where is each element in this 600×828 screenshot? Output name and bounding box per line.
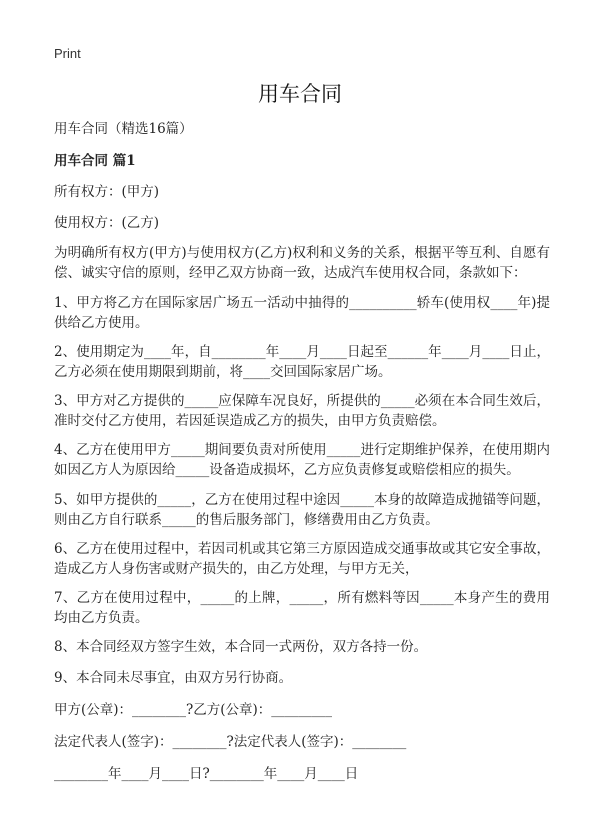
clause-3: 3、甲方对乙方提供的_____应保障车况良好，所提供的_____必须在本合同生效后，准时交付乙方使用，若因延误造成乙方的损失，由甲方负责赔偿。 xyxy=(54,393,550,429)
signature-date-line: ________年____月____日?________年____月____日 xyxy=(54,766,359,782)
clause-4: 4、乙方在使用甲方_____期间要负责对所使用_____进行定期维护保养，在使用期内如因乙方人为原因给_____设备造成损坏，乙方应负责修复或赔偿相应的损失。 xyxy=(54,442,550,478)
clause-7: 7、乙方在使用过程中，_____的上牌，_____，所有燃料等因_____本身产生的费用均由乙方负责。 xyxy=(54,590,550,626)
clause-2: 2、使用期定为____年，自________年____月____日起至______年____月____日止，乙方必须在使用期限到期前，将____交回国际家居广场。 xyxy=(54,344,550,380)
clause-8: 8、本合同经双方签字生效，本合同一式两份，双方各持一份。 xyxy=(54,639,428,655)
intro-paragraph: 为明确所有权方(甲方)与使用权方(乙方)权利和义务的关系，根据平等互利、自愿有偿、诚实守信的原则，经甲乙双方协商一致，达成汽车使用权合同，条款如下： xyxy=(54,245,550,281)
section-heading: 用车合同 篇1 xyxy=(54,153,136,169)
clause-1: 1、甲方将乙方在国际家居广场五一活动中抽得的__________轿车(使用权____年)提供给乙方使用。 xyxy=(54,295,550,331)
print-link[interactable]: Print xyxy=(54,46,81,61)
owner-party-line: 所有权方：(甲方) xyxy=(54,184,160,200)
user-party-line: 使用权方：(乙方) xyxy=(54,215,160,231)
document-subtitle: 用车合同（精选16篇） xyxy=(54,121,193,137)
page-title: 用车合同 xyxy=(258,82,342,106)
clause-9: 9、本合同未尽事宜，由双方另行协商。 xyxy=(54,670,293,686)
clause-5: 5、如甲方提供的_____，乙方在使用过程中途因_____本身的故障造成抛锚等问题，则由乙方自行联系_____的售后服务部门，修缮费用由乙方负责。 xyxy=(54,492,550,528)
signature-parties-line: 甲方(公章)：________?乙方(公章)：_________ xyxy=(54,702,333,718)
clause-6: 6、乙方在使用过程中，若因司机或其它第三方原因造成交通事故或其它安全事故，造成乙方人身伤害或财产损失的，由乙方处理，与甲方无关， xyxy=(54,541,550,577)
signature-representatives-line: 法定代表人(签字)：________?法定代表人(签字)：________ xyxy=(54,734,407,750)
